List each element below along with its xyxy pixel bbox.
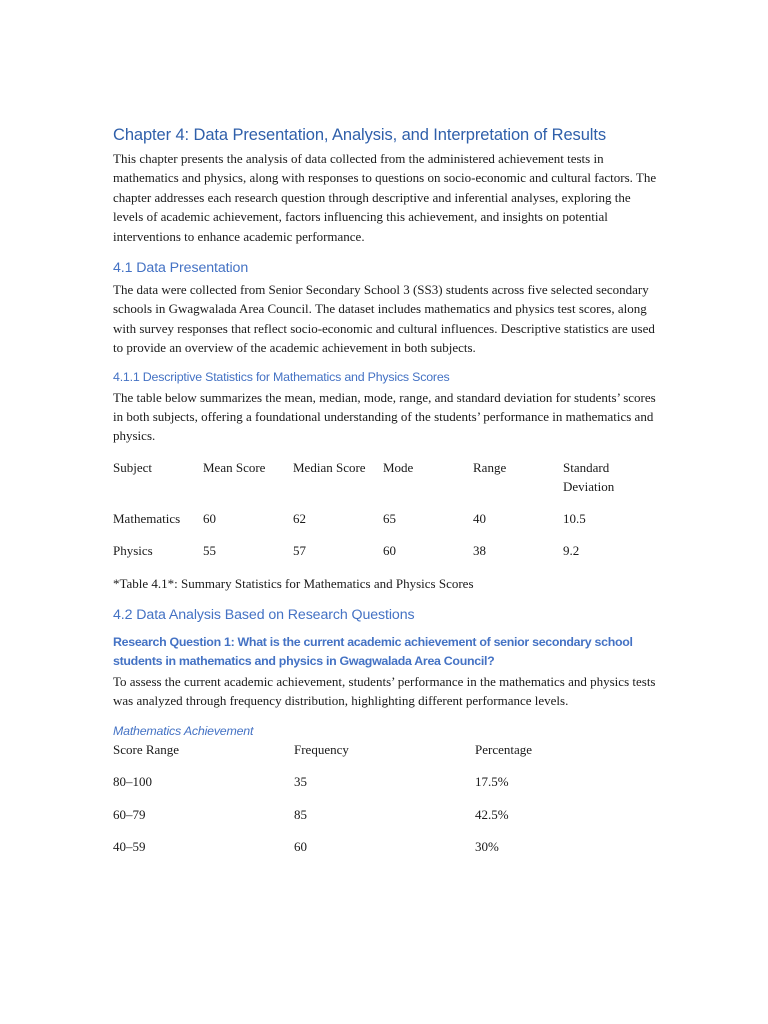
header-cell: Frequency [294,741,349,757]
table-cell: 57 [293,543,306,559]
table-row [113,772,658,791]
table-row [113,541,658,560]
table-cell: 30% [475,838,499,854]
table-cell: 55 [203,543,216,559]
table-cell: 60 [383,543,396,559]
chapter-intro: This chapter presents the analysis of data collected from the administered achievement tests in mathematics and physics, along with responses to questions on socio-economic and cultural factors. The chapter addresses each research question through descriptive and inferential analyses, exploring the levels of academic achievement, factors influencing this achievement, and insights on potential interventions to enhance academic performance. [113,151,657,244]
section-4-2-title: 4.2 Data Analysis Based on Research Questions [113,606,415,623]
table-header-row [113,458,658,497]
header-cell: Range [473,459,507,475]
section-4-2-body: To assess the current academic achievement, students’ performance in the mathematics and physics tests was analyzed through frequency distribution, highlighting different performance levels. [113,673,656,709]
table-cell: 85 [294,806,307,822]
table-cell: 10.5 [563,510,586,526]
header-cell: Subject [113,459,152,475]
table-cell: 60 [294,838,307,854]
section-4-1-1-body: The table below summarizes the mean, median, mode, range, and standard deviation for students’ scores in both subjects, offering a foundational understanding of the students’ performance in mathematics and physics. [113,389,656,444]
chapter-title: Chapter 4: Data Presentation, Analysis, and Interpretation of Results [113,126,606,144]
table-caption: *Table 4.1*: Summary Statistics for Mathematics and Physics Scores [113,575,474,591]
table-cell: 60–79 [113,806,146,822]
section-4-1-1-title: 4.1.1 Descriptive Statistics for Mathematics and Physics Scores [113,369,450,384]
math-achievement-title: Mathematics Achievement [113,723,254,738]
table-cell: 65 [383,510,396,526]
table-cell: 40–59 [113,838,146,854]
table-cell: 38 [473,543,486,559]
table-cell: 80–100 [113,774,152,790]
table-row [113,837,658,856]
section-4-1-title: 4.1 Data Presentation [113,260,249,277]
section-4-1-body: The data were collected from Senior Secondary School 3 (SS3) students across five selected secondary schools in Gwagwalada Area Council. The dataset includes mathematics and physics test scores, along with survey responses that reflect socio-economic and cultural influences. Descriptive statistics are used to provide an overview of the academic achievement in both subjects. [113,282,655,356]
summary-statistics-table [113,458,658,561]
header-cell: Standard Deviation [563,459,615,495]
table-cell: 40 [473,510,486,526]
research-question-1: Research Question 1: What is the current academic achievement of senior secondary school students in mathematics and physics in Gwagwalada Area Council? [113,634,633,669]
header-cell: Mode [383,459,414,475]
table-cell: 42.5% [475,806,509,822]
table-cell: 35 [294,774,307,790]
header-cell: Percentage [475,741,533,757]
table-cell: 9.2 [563,543,580,559]
table-cell: 62 [293,510,306,526]
table-cell: 17.5% [475,774,509,790]
math-achievement-table [113,740,658,857]
table-cell: 60 [203,510,216,526]
header-cell: Median Score [293,459,366,475]
table-row [113,805,658,824]
table-cell: Mathematics [113,510,181,526]
table-cell: Physics [113,543,153,559]
document-page [113,124,658,869]
header-cell: Score Range [113,741,180,757]
table-row [113,509,658,528]
table-header-row [113,740,658,759]
header-cell: Mean Score [203,459,266,475]
